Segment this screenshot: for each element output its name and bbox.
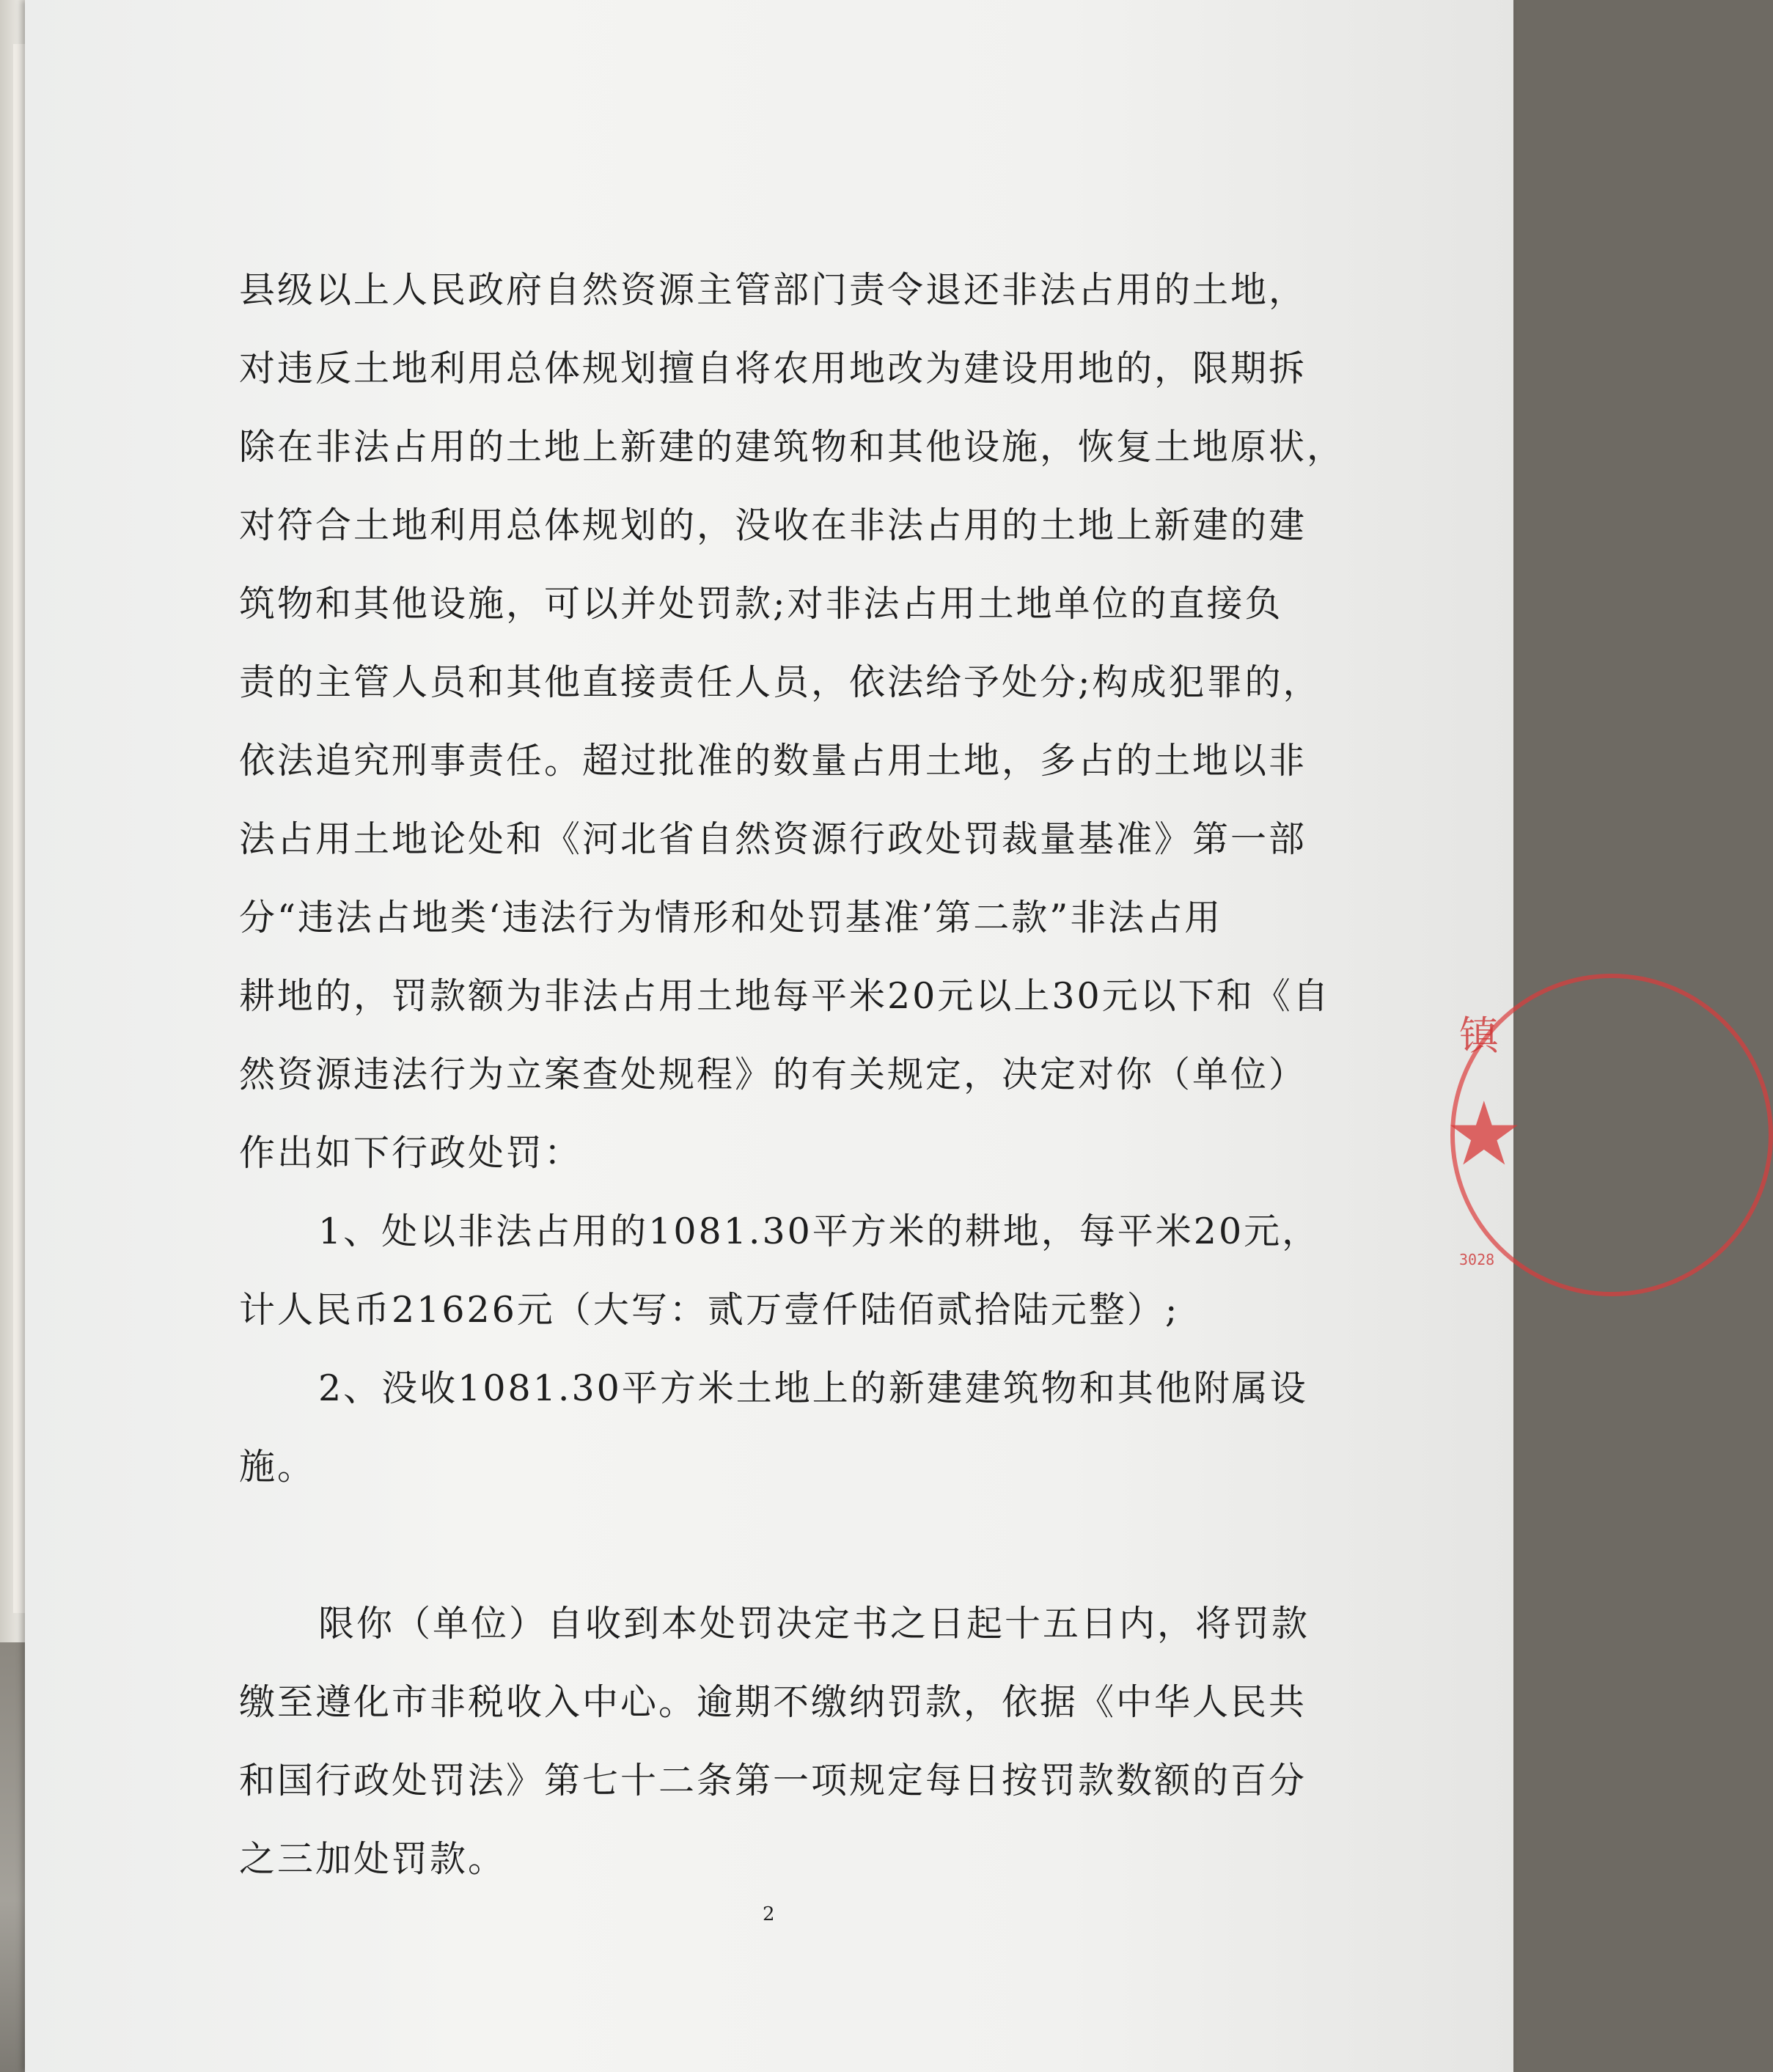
text-line: 县级以上人民政府自然资源主管部门责令退还非法占用的土地， [239, 269, 1307, 311]
text-line: 然资源违法行为立案查处规程》的有关规定，决定对你（单位） [239, 1054, 1307, 1095]
text-line: 1、处以非法占用的1081.30平方米的耕地，每平米20元， [318, 1210, 1321, 1252]
official-seal [1445, 974, 1524, 1296]
text-line: 法占用土地论处和《河北省自然资源行政处罚裁量基准》第一部 [239, 818, 1307, 860]
text-line: 之三加处罚款。 [239, 1838, 507, 1880]
text-line: 缴至遵化市非税收入中心。逾期不缴纳罚款，依据《中华人民共 [239, 1681, 1307, 1723]
text-line: 筑物和其他设施，可以并处罚款;对非法占用土地单位的直接负 [239, 583, 1283, 625]
text-line: 耕地的，罚款额为非法占用土地每平米20元以上30元以下和《自 [239, 975, 1331, 1017]
text-line: 2、没收1081.30平方米土地上的新建建筑物和其他附属设 [318, 1367, 1308, 1409]
seal-digits: 3028 [1459, 1251, 1495, 1268]
text-line: 对符合土地利用总体规划的，没收在非法占用的土地上新建的建 [239, 504, 1307, 546]
text-line: 和国行政处罚法》第七十二条第一项规定每日按罚款数额的百分 [239, 1760, 1307, 1801]
page-number: 2 [763, 1903, 775, 1925]
text-line: 作出如下行政处罚： [239, 1132, 583, 1174]
seal-character: 镇 [1459, 1013, 1499, 1059]
text-line: 计人民币21626元（大写：贰万壹仟陆佰贰拾陆元整）; [239, 1289, 1180, 1331]
text-line: 分“违法占地类‘违法行为情形和处罚基准’第二款”非法占用 [239, 897, 1223, 938]
text-line: 限你（单位）自收到本处罚决定书之日起十五日内，将罚款 [318, 1603, 1310, 1645]
text-line: 依法追究刑事责任。超过批准的数量占用土地，多占的土地以非 [239, 740, 1307, 782]
text-line: 责的主管人员和其他直接责任人员，依法给予处分;构成犯罪的， [239, 661, 1321, 703]
text-line: 施。 [239, 1446, 316, 1488]
document-body [239, 251, 1346, 1898]
star-icon: ★ [1445, 1084, 1524, 1186]
text-line [239, 1506, 1339, 1584]
text-line: 对违反土地利用总体规划擅自将农用地改为建设用地的，限期拆 [239, 348, 1307, 389]
text-line: 除在非法占用的土地上新建的建筑物和其他设施，恢复土地原状， [239, 426, 1346, 468]
